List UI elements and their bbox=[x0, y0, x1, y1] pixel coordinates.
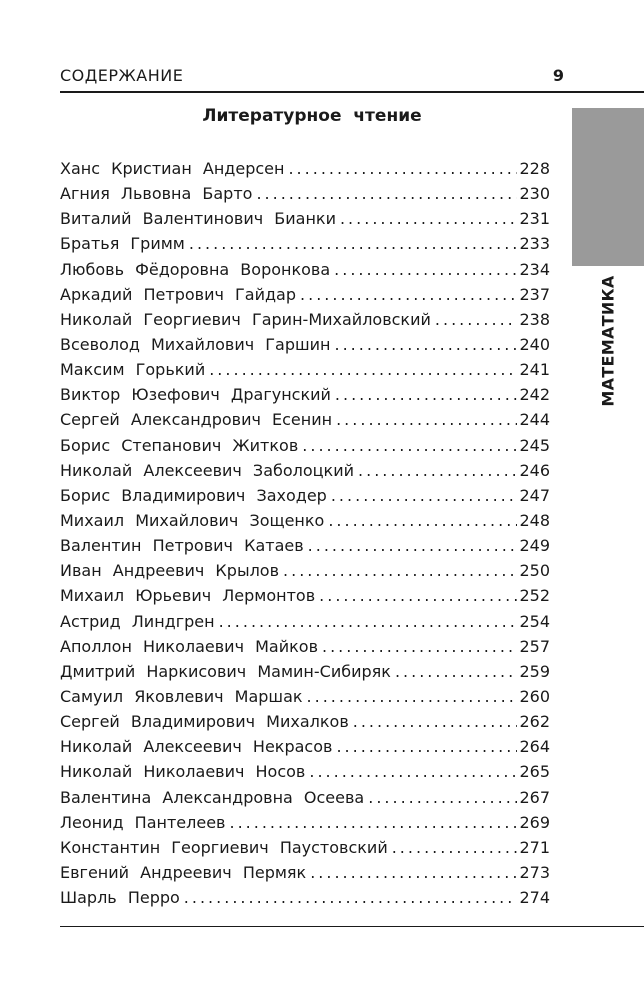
dot-leader bbox=[308, 533, 518, 558]
dot-leader bbox=[322, 634, 517, 659]
author-name: Валентин Петрович Катаев bbox=[60, 536, 304, 556]
dot-leader bbox=[335, 382, 518, 407]
entry-page-number: 250 bbox=[519, 561, 550, 581]
dot-leader bbox=[219, 609, 518, 634]
author-name: Дмитрий Наркисович Мамин-Сибиряк bbox=[60, 661, 391, 681]
author-name: Леонид Пантелеев bbox=[60, 812, 226, 832]
author-name: Николай Георгиевич Гарин-Михайловский bbox=[60, 309, 431, 329]
entry-page-number: 252 bbox=[519, 586, 550, 606]
dot-leader bbox=[209, 357, 517, 382]
side-tab-text: МАТЕМАТИКА bbox=[598, 275, 618, 407]
dot-leader bbox=[331, 483, 518, 508]
toc-entry bbox=[60, 458, 550, 483]
entry-page-number: 260 bbox=[519, 686, 550, 706]
author-name: Михаил Михайлович Зощенко bbox=[60, 510, 325, 530]
dot-leader bbox=[310, 860, 517, 885]
entry-page-number: 233 bbox=[519, 234, 550, 254]
dot-leader bbox=[395, 659, 518, 684]
toc-entry bbox=[60, 332, 550, 357]
entry-page-number: 249 bbox=[519, 536, 550, 556]
dot-leader bbox=[309, 759, 517, 784]
toc-entry bbox=[60, 231, 550, 256]
entry-page-number: 248 bbox=[519, 510, 550, 530]
dot-leader bbox=[319, 583, 517, 608]
dot-leader bbox=[302, 433, 517, 458]
toc-list bbox=[60, 156, 550, 910]
entry-page-number: 262 bbox=[519, 712, 550, 732]
dot-leader bbox=[336, 734, 517, 759]
entry-page-number: 240 bbox=[519, 334, 550, 354]
author-name: Борис Степанович Житков bbox=[60, 435, 299, 455]
toc-entry bbox=[60, 307, 550, 332]
author-name: Сергей Александрович Есенин bbox=[60, 410, 333, 430]
toc-entry bbox=[60, 558, 550, 583]
dot-leader bbox=[189, 231, 518, 256]
dot-leader bbox=[288, 156, 517, 181]
dot-leader bbox=[256, 181, 517, 206]
entry-page-number: 267 bbox=[519, 787, 550, 807]
toc-entry bbox=[60, 659, 550, 684]
author-name: Аполлон Николаевич Майков bbox=[60, 636, 318, 656]
entry-page-number: 234 bbox=[519, 259, 550, 279]
toc-entry bbox=[60, 206, 550, 231]
dot-leader bbox=[307, 684, 518, 709]
toc-entry bbox=[60, 860, 550, 885]
author-name: Иван Андреевич Крылов bbox=[60, 561, 280, 581]
entry-page-number: 241 bbox=[519, 360, 550, 380]
entry-page-number: 265 bbox=[519, 762, 550, 782]
dot-leader bbox=[435, 307, 518, 332]
dot-leader bbox=[358, 458, 517, 483]
dot-leader bbox=[334, 332, 517, 357]
page-number: 9 bbox=[552, 66, 564, 85]
author-name: Николай Алексеевич Заболоцкий bbox=[60, 460, 355, 480]
author-name: Виталий Валентинович Бианки bbox=[60, 209, 336, 229]
entry-page-number: 247 bbox=[519, 485, 550, 505]
author-name: Николай Николаевич Носов bbox=[60, 762, 306, 782]
author-name: Борис Владимирович Заходер bbox=[60, 485, 327, 505]
running-head bbox=[60, 66, 564, 88]
footer-divider bbox=[60, 926, 644, 927]
toc-entry bbox=[60, 810, 550, 835]
entry-page-number: 269 bbox=[519, 812, 550, 832]
toc-entry bbox=[60, 508, 550, 533]
entry-page-number: 246 bbox=[519, 460, 550, 480]
dot-leader bbox=[283, 558, 517, 583]
section-label: СОДЕРЖАНИЕ bbox=[60, 66, 184, 85]
entry-page-number: 271 bbox=[519, 837, 550, 857]
dot-leader bbox=[328, 508, 517, 533]
dot-leader bbox=[184, 885, 518, 910]
toc-entry bbox=[60, 583, 550, 608]
toc-entry bbox=[60, 709, 550, 734]
dot-leader bbox=[353, 709, 518, 734]
entry-page-number: 230 bbox=[519, 184, 550, 204]
toc-entry bbox=[60, 759, 550, 784]
author-name: Валентина Александровна Осеева bbox=[60, 787, 365, 807]
toc-entry bbox=[60, 282, 550, 307]
dot-leader bbox=[368, 785, 517, 810]
entry-page-number: 259 bbox=[519, 661, 550, 681]
author-name: Самуил Яковлевич Маршак bbox=[60, 686, 303, 706]
author-name: Евгений Андреевич Пермяк bbox=[60, 862, 307, 882]
dot-leader bbox=[300, 282, 517, 307]
author-name: Всеволод Михайлович Гаршин bbox=[60, 334, 331, 354]
entry-page-number: 245 bbox=[519, 435, 550, 455]
author-name: Николай Алексеевич Некрасов bbox=[60, 737, 333, 757]
entry-page-number: 228 bbox=[519, 159, 550, 178]
entry-page-number: 274 bbox=[519, 888, 550, 908]
toc-entry bbox=[60, 181, 550, 206]
author-name: Максим Горький bbox=[60, 360, 206, 380]
toc-entry bbox=[60, 885, 550, 910]
dot-leader bbox=[392, 835, 518, 860]
entry-page-number: 264 bbox=[519, 737, 550, 757]
toc-entry bbox=[60, 634, 550, 659]
entry-page-number: 257 bbox=[519, 636, 550, 656]
dot-leader bbox=[340, 206, 517, 231]
entry-page-number: 273 bbox=[519, 862, 550, 882]
toc-entry bbox=[60, 785, 550, 810]
author-name: Шарль Перро bbox=[60, 888, 180, 908]
toc-entry bbox=[60, 734, 550, 759]
entry-page-number: 237 bbox=[519, 284, 550, 304]
toc-entry bbox=[60, 382, 550, 407]
toc-entry bbox=[60, 433, 550, 458]
author-name: Агния Львовна Барто bbox=[60, 184, 253, 204]
toc-entry bbox=[60, 609, 550, 634]
author-name: Михаил Юрьевич Лермонтов bbox=[60, 586, 316, 606]
side-tab-marker bbox=[572, 108, 644, 266]
entry-page-number: 254 bbox=[519, 611, 550, 631]
dot-leader bbox=[229, 810, 517, 835]
dot-leader bbox=[336, 407, 517, 432]
toc-entry bbox=[60, 407, 550, 432]
dot-leader bbox=[334, 257, 517, 282]
author-name: Аркадий Петрович Гайдар bbox=[60, 284, 297, 304]
section-title: Литературное чтение bbox=[202, 106, 422, 126]
entry-page-number: 231 bbox=[519, 209, 550, 229]
entry-page-number: 242 bbox=[519, 385, 550, 405]
toc-entry bbox=[60, 156, 550, 181]
author-name: Виктор Юзефович Драгунский bbox=[60, 385, 331, 405]
author-name: Константин Георгиевич Паустовский bbox=[60, 837, 388, 857]
toc-entry bbox=[60, 257, 550, 282]
author-name: Ханс Кристиан Андерсен bbox=[60, 159, 285, 178]
side-tab-label bbox=[572, 266, 644, 416]
entry-page-number: 238 bbox=[519, 309, 550, 329]
author-name: Сергей Владимирович Михалков bbox=[60, 712, 349, 732]
toc-entry bbox=[60, 533, 550, 558]
toc-entry bbox=[60, 483, 550, 508]
toc-entry bbox=[60, 835, 550, 860]
author-name: Астрид Линдгрен bbox=[60, 611, 215, 631]
header-divider bbox=[60, 91, 644, 93]
author-name: Братья Гримм bbox=[60, 234, 185, 254]
toc-entry bbox=[60, 357, 550, 382]
entry-page-number: 244 bbox=[519, 410, 550, 430]
author-name: Любовь Фёдоровна Воронкова bbox=[60, 259, 331, 279]
toc-entry bbox=[60, 684, 550, 709]
